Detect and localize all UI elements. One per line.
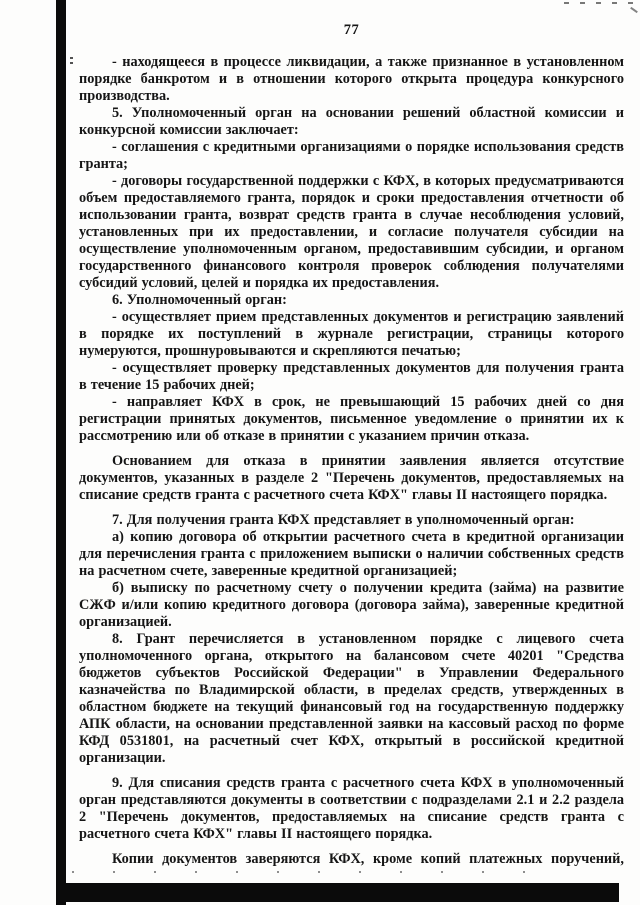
scan-specks-top-right bbox=[564, 2, 636, 4]
paragraph-item-5: 5. Уполномоченный орган на основании решений областной комиссии и конкурсной комиссии заключает: bbox=[79, 105, 624, 138]
paragraph-subitem-b: б) выписку по расчетному счету о получении кредита (займа) на развитие СЖФ и/или копию кредитного договора (договора займа), заверенные кредитной организацией. bbox=[79, 580, 624, 630]
paragraph-liquidation-clause: - находящееся в процессе ликвидации, а также признанное в установленном порядке банкротом и в отношении которого открыта процедура конкурсного производства. bbox=[79, 54, 624, 104]
paragraph-support-contracts: - договоры государственной поддержки с КФХ, в которых предусматриваются объем предоставляемого гранта, порядок и сроки предоставления отчетности об использовании гранта, возврат средств гранта в случае несоблюдения условий, установленных при их предоставлении, и согласие получателя субсидии на осуществление уполномоченным органом, предоставившим субсидии, и органом государственного финансового контроля проверок соблюдения получателями субсидий условий, целей и порядка их предоставления. bbox=[79, 173, 624, 291]
scan-artifact-left-bar bbox=[56, 0, 66, 905]
paragraph-refusal-grounds: Основанием для отказа в принятии заявления является отсутствие документов, указанных в разделе 2 "Перечень документов, предоставляемых на списание средств гранта с расчетного счета КФХ" главы II настоящего порядка. bbox=[79, 453, 624, 503]
scan-specks-left bbox=[70, 57, 73, 66]
paragraph-item-8: 8. Грант перечисляется в установленном порядке с лицевого счета уполномоченного органа, открытого на балансовом счете 40201 "Средства бюджетов субъектов Российской Федерации" в Управлении Федерального казначейства по Владимирской области, в пределах средств, утвержденных в областном бюджете на текущий финансовый год на государственную поддержку АПК области, на основании представленной заявки на кассовый расход по форме КФД 0531801, на расчетный счет КФХ, открытый в российской кредитной организации. bbox=[79, 631, 624, 766]
scan-artifact-bottom-bar bbox=[56, 883, 619, 902]
paragraph-subitem-a: а) копию договора об открытии расчетного счета в кредитной организации для перечисления гранта с приложением выписки о наличии собственных средств на расчетном счете, заверенные кредитной организацией; bbox=[79, 529, 624, 579]
document-body bbox=[79, 54, 624, 868]
paragraph-registration: - осуществляет прием представленных документов и регистрацию заявлений в порядке их поступлений в журнале регистрации, страницы которого нумеруются, прошнуровываются и скрепляются печатью; bbox=[79, 309, 624, 359]
paragraph-agreements: - соглашения с кредитными организациями о порядке использования средств гранта; bbox=[79, 139, 624, 172]
page-number: 77 bbox=[343, 22, 360, 38]
scan-specks-bottom bbox=[72, 871, 542, 873]
paragraph-copies-certified: Копии документов заверяются КФХ, кроме копий платежных поручений, bbox=[112, 851, 624, 867]
paragraph-item-9: 9. Для списания средств гранта с расчетного счета КФХ в уполномоченный орган представляются документы в соответствии с подразделами 2.1 и 2.2 раздела 2 "Перечень документов, предоставляемых на списание средств гранта с расчетного счета КФХ" главы II настоящего порядка. bbox=[79, 775, 624, 842]
paragraph-item-7: 7. Для получения гранта КФХ представляет в уполномоченный орган: bbox=[112, 512, 575, 528]
scan-speck-corner bbox=[630, 7, 638, 13]
paragraph-notification: - направляет КФХ в срок, не превышающий 15 рабочих дней со дня регистрации принятых документов, письменное уведомление о принятии их к рассмотрению или об отказе в принятии с указанием причин отказа. bbox=[79, 394, 624, 444]
paragraph-item-6: 6. Уполномоченный орган: bbox=[112, 292, 287, 308]
paragraph-document-check: - осуществляет проверку представленных документов для получения гранта в течение 15 рабочих дней; bbox=[79, 360, 624, 393]
